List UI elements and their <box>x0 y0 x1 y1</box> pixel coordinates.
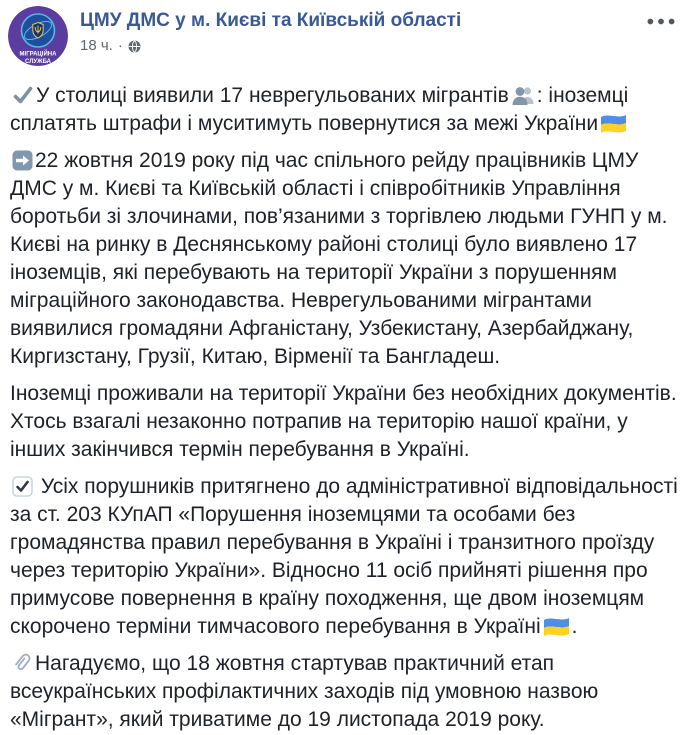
post-paragraph: Іноземці проживали на території України без необхідних документів. Хтось взагалі незаконно потрапив на територію нашої країни, у інших закінчився термін перебування в Україні. <box>10 382 677 461</box>
migration-service-logo <box>8 6 68 66</box>
post-header <box>0 0 693 66</box>
post-paragraph: 22 жовтня 2019 року під час спільного рейду працівників ЦМУ ДМС у м. Києві та Київській області і співробітників Управління боротьби зі злочинами, пов’язаними з торгівлею людьми ГУНП у м. Києві на ринку в Деснянському районі столиці було виявлено 17 іноземців, які перебувають на території України з порушенням міграційного законодавства. Неврегульованими мігрантами виявилися громадяни Афганістану, Узбекистану, Азербайджану, Киргизстану, Грузії, Китаю, Вірменії та Бангладеш. <box>10 149 668 368</box>
check-mark-icon <box>12 84 34 106</box>
globe-public-icon <box>128 40 141 53</box>
flag-ukraine-icon <box>543 616 570 637</box>
page-avatar[interactable] <box>8 6 68 66</box>
right-arrow-icon <box>12 150 33 171</box>
header-text <box>80 6 461 54</box>
busts-in-silhouette-icon <box>511 84 535 106</box>
three-dots-icon <box>647 18 675 25</box>
post-paragraph: Нагадуємо, що 18 жовтня стартував практичний етап всеукраїнських профілактичних заходів під умовною назвою «Мігрант», який триватиме до 19 листопада 2019 року. <box>10 652 599 731</box>
post-paragraph: У столиці виявили 17 неврегульованих мігрантів : іноземці сплатять штрафи і муситимуть повернутися за межі України <box>10 84 629 135</box>
paperclip-icon <box>12 651 33 674</box>
timestamp[interactable]: 18 ч. <box>80 37 113 54</box>
more-options-button[interactable] <box>643 14 679 29</box>
svg-text:СЛУЖБА: СЛУЖБА <box>25 59 51 65</box>
ballot-box-with-check-icon <box>12 476 33 497</box>
page-name-link[interactable]: ЦМУ ДМС у м. Києві та Київській області <box>80 10 462 31</box>
svg-text:МІГРАЦІЙНА: МІГРАЦІЙНА <box>19 51 57 58</box>
post-text <box>0 66 693 734</box>
post-paragraph: Усіх порушників притягнено до адміністративної відповідальності за ст. 203 КУпАП «Порушення іноземцями та особами без громадянства правил перебування в Україні і транзитного проїзду через територію України». Відносно 11 осіб прийняті рішення про примусове повернення в країну походження, ще двом іноземцям скорочено терміни тимчасового перебування в Україні . <box>10 475 678 638</box>
meta-separator: · <box>117 37 123 54</box>
post-meta <box>80 37 461 54</box>
flag-ukraine-icon <box>600 113 627 134</box>
